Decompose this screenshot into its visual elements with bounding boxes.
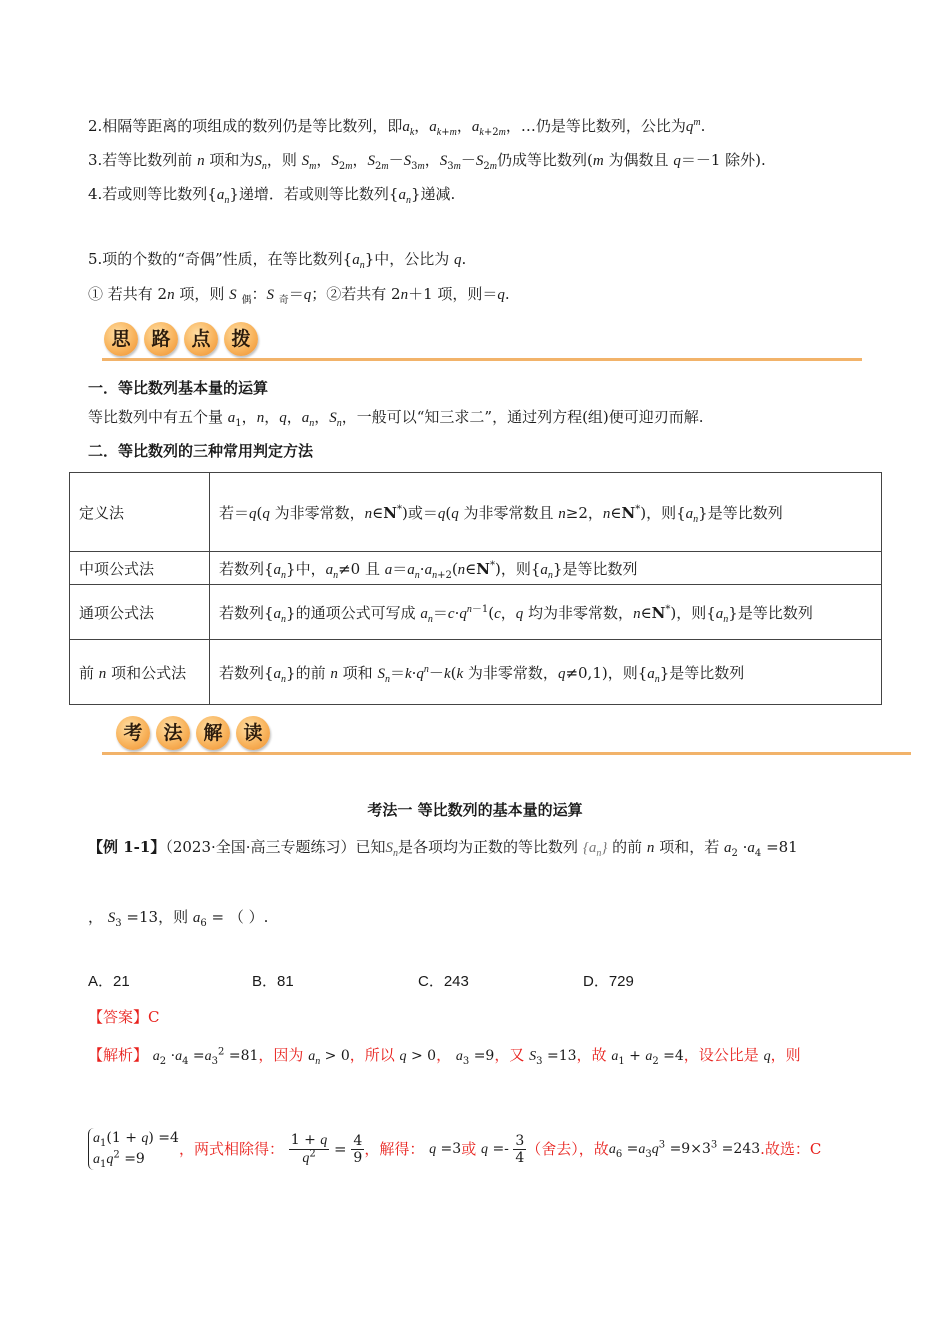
method-name: 前 n 项和公式法 xyxy=(70,640,210,705)
equation-system: $a_1(1 + q) =4$ $a_1q^2 =9$ xyxy=(88,1128,179,1170)
section-heading-2: 二．等比数列的三种常用判定方法 xyxy=(88,442,314,460)
banner-char: 读 xyxy=(236,716,270,750)
banner-silu-dianbo xyxy=(88,320,862,370)
analysis-line-1: 【解析】 $a_2 \cdot a_4 =a_3^2 =81$，因为 $a_n > 0$，所以 q > 0， $a_3 =9$，又 $S_3 =13$，故 $a_1 + a_2 =4$，设公比是 q，则 xyxy=(88,1046,801,1067)
option-a: A．21 xyxy=(88,973,130,990)
fraction: $\frac{4}{9}$ xyxy=(353,1132,363,1166)
banner-char: 路 xyxy=(144,322,178,356)
method-name: 通项公式法 xyxy=(70,585,210,640)
option-c: C．243 xyxy=(418,973,469,990)
methods-table xyxy=(69,472,882,705)
banner-char: 法 xyxy=(156,716,190,750)
example-1-1: 【例 1-1】（2023·全国·高三专题练习）已知$S_n$是各项均为正数的等比数列 $\{a_n\}$ 的前 n 项和，若 $a_2 \cdot a_4 =81$ xyxy=(88,838,798,859)
method-1-title: 考法一 等比数列的基本量的运算 xyxy=(367,801,583,819)
fraction: $\frac{3}{4}$ xyxy=(515,1132,525,1166)
property-5: 5.项的个数的“奇偶”性质，在等比数列$\{a_n\}$中，公比为 q. xyxy=(88,250,467,271)
option-b: B．81 xyxy=(252,973,294,990)
section-1-text: 等比数列中有五个量 $a_1$，n，q，$a_n$，$S_n$，一般可以“知三求二”，通过列方程(组)便可迎刃而解. xyxy=(88,408,704,429)
property-3: 3.若等比数列前 n 项和为$S_n$，则 $S_m$，$S_{2m}$，$S_{2m}-S_{3m}$，$S_{3m}-S_{2m}$仍成等比数列(m 为偶数且 q＝－1 除外). xyxy=(88,151,766,172)
table-row xyxy=(70,552,882,585)
example-1-1-cont: ， $S_3 =13$，则 $a_6$ = （ ）. xyxy=(88,908,269,929)
banner-char: 解 xyxy=(196,716,230,750)
property-6: ① 若共有 2n 项，则 S $_偶$：S $_奇$＝q；②若共有 2n＋1 项，则＝q. xyxy=(88,285,510,306)
table-row xyxy=(70,585,882,640)
banner-char: 点 xyxy=(184,322,218,356)
answer-label: 【答案】C xyxy=(88,1008,160,1026)
banner-char: 思 xyxy=(104,322,138,356)
section-heading-1: 一．等比数列基本量的运算 xyxy=(88,379,269,397)
table-row xyxy=(70,640,882,705)
method-desc: 若数列$\{a_n\}$中，$a_n\ne 0$ 且 $a=a_n\cdot a_{n+2}(n\in N^*)$，则$\{a_n\}$是等比数列 xyxy=(210,552,882,585)
banner-char: 考 xyxy=(116,716,150,750)
method-desc: 若＝q(q 为非零常数，n∈N*)或＝q(q 为非零常数且 n≥2，n∈N*)，则$\{a_n\}$是等比数列 xyxy=(210,473,882,552)
method-desc: 若数列$\{a_n\}$的通项公式可写成 $a_n=c\cdot q^{n-1}(c$，q 均为非零常数，n∈N*)，则$\{a_n\}$是等比数列 xyxy=(210,585,882,640)
banner-underline xyxy=(102,752,911,755)
option-d: D．729 xyxy=(583,973,634,990)
banner-underline xyxy=(102,358,862,361)
banner-kaofa-jiedu xyxy=(88,714,911,764)
method-name: 定义法 xyxy=(70,473,210,552)
analysis-label: 【解析】 xyxy=(88,1046,149,1064)
analysis-line-2: $a_1(1 + q) =4$ $a_1q^2 =9$，两式相除得： $\frac{1 + q}{q^2}$ = $\frac{4}{9}$ ，解得： q =3或 q =- $\frac{3}{4}$ （舍去），故$a_6 =a_3q^3 =9\times 3^3 =243$.故选：C xyxy=(88,1128,821,1170)
fraction: $\frac{1 + q}{q^2}$ xyxy=(290,1131,328,1166)
banner-char: 拨 xyxy=(224,322,258,356)
method-desc: 若数列$\{a_n\}$的前 n 项和 $S_n=k\cdot q^n-k(k$ 为非零常数，q≠0,1)，则$\{a_n\}$是等比数列 xyxy=(210,640,882,705)
method-name: 中项公式法 xyxy=(70,552,210,585)
table-row xyxy=(70,473,882,552)
example-tag: 【例 1-1】 xyxy=(88,838,166,856)
property-2: 2.相隔等距离的项组成的数列仍是等比数列，即$a_k$，$a_{k+m}$，$a_{k+2m}$，…仍是等比数列，公比为$q^m$. xyxy=(88,117,706,138)
property-4: 4.若或则等比数列$\{a_n\}$递增．若或则等比数列$\{a_n\}$递减. xyxy=(88,185,456,206)
